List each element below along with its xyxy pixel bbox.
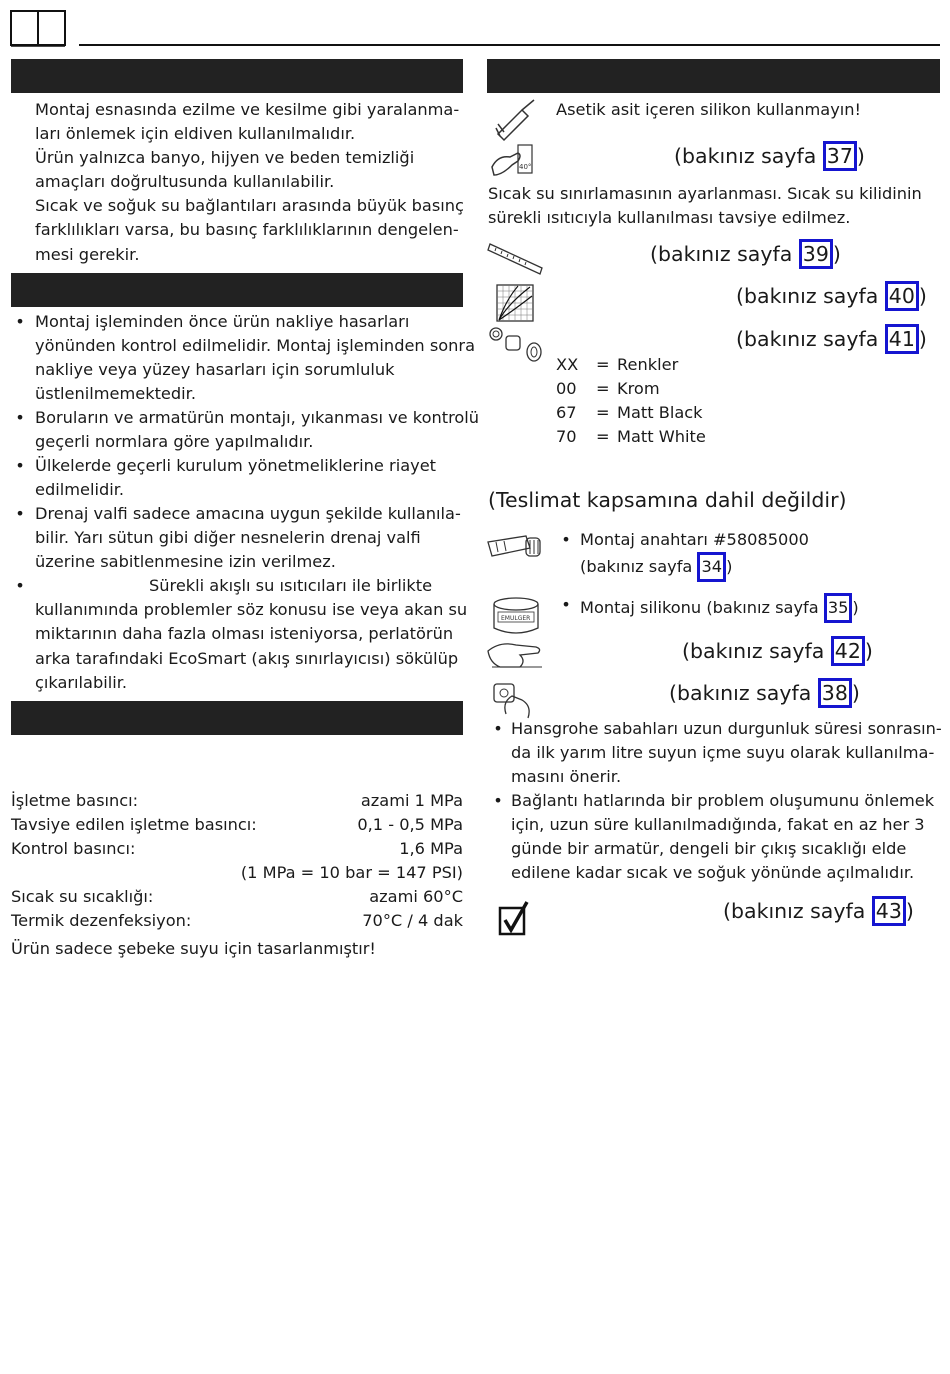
page-ref-prefix: (bakınız sayfa	[669, 681, 818, 705]
text-line: edilene kadar sıcak ve soğuk yönünde açılmalıdır.	[511, 863, 915, 882]
page-ref-suffix: )	[918, 327, 927, 351]
tech-value: azami 1 MPa	[360, 791, 463, 810]
text-line: Sıcak ve soğuk su bağlantıları arasında büyük basınç	[35, 196, 464, 215]
page-ref-prefix: (bakınız sayfa	[736, 284, 885, 308]
text-line: ları önlemek için eldiven kullanılmalıdır.	[35, 124, 356, 143]
silicone-can-icon	[490, 596, 542, 636]
page-ref-suffix: )	[905, 899, 914, 923]
text-line: Hansgrohe sabahları uzun durgunluk süresi sonrasın-	[511, 719, 942, 738]
page-ref-prefix: (bakınız sayfa	[580, 557, 698, 576]
text-line: üstlenilmemektedir.	[35, 384, 196, 403]
page-ref	[580, 593, 859, 623]
color-name: Krom	[617, 379, 660, 398]
bullet: •	[561, 595, 571, 614]
text-line: nakliye veya yüzey hasarları için sorumluluk	[35, 360, 395, 379]
text-line: sürekli ısıtıcıyla kullanılması tavsiye edilmez.	[488, 208, 851, 227]
page-ref-prefix: (bakınız sayfa	[723, 899, 872, 923]
page-ref-suffix: )	[726, 557, 733, 576]
color-code: 70	[556, 427, 577, 446]
page-ref	[650, 239, 841, 269]
text-line: edilmelidir.	[35, 480, 125, 499]
page-link-40[interactable]: 40	[885, 281, 919, 311]
page-link-42[interactable]: 42	[831, 636, 865, 666]
tech-label: Termik dezenfeksiyon:	[11, 911, 192, 930]
page-ref	[669, 678, 860, 708]
tech-label: İşletme basıncı:	[11, 791, 139, 810]
page-ref-suffix: )	[852, 598, 859, 617]
text-line: geçerli normlara göre yapılmalıdır.	[35, 432, 314, 451]
text-line: amaçları doğrultusunda kullanılabilir.	[35, 172, 335, 191]
text-line: için, uzun süre kullanılmadığında, fakat en az her 3	[511, 815, 925, 834]
text-line: Bağlantı hatlarında bir problem oluşumunu önlemek	[511, 791, 935, 810]
page-ref-prefix: (bakınız sayfa	[650, 242, 799, 266]
checkbox-checkmark-icon	[498, 900, 530, 936]
text-line: Sürekli akışlı su ısıtıcıları ile birlikte	[149, 576, 433, 595]
bullet: •	[493, 791, 503, 810]
can-label: EMULGER	[501, 615, 531, 622]
tech-value: 0,1 - 0,5 MPa	[357, 815, 463, 834]
text-line: mesi gerekir.	[35, 245, 140, 264]
text-line: Montaj esnasında ezilme ve kesilme gibi yaralanma-	[35, 100, 460, 119]
color-name: Renkler	[617, 355, 679, 374]
text-line: masını önerir.	[511, 767, 622, 786]
text-line: farklılıkları varsa, bu basınç farklılıklarının dengelen-	[35, 220, 459, 239]
text-line: Sıcak su sınırlamasının ayarlanması. Sıcak su kilidinin	[488, 184, 922, 203]
usage-note: Ürün sadece şebeke suyu için tasarlanmıştır!	[11, 939, 376, 958]
flow-diagram-icon	[496, 284, 534, 322]
text-line: üzerine sabitlenmesine izin verilmez.	[35, 552, 336, 571]
color-eq: =	[596, 379, 610, 398]
section-bar-montage	[11, 273, 463, 307]
text-line: Ürün yalnızca banyo, hijyen ve beden temizliği	[35, 148, 415, 167]
bullet: •	[15, 576, 25, 595]
color-code: 00	[556, 379, 577, 398]
tech-value: azami 60°C	[369, 887, 463, 906]
page-ref-prefix: (bakınız sayfa	[682, 639, 831, 663]
text-line: Boruların ve armatürün montajı, yıkanması ve kontrolü	[35, 408, 480, 427]
section-bar-right	[487, 59, 940, 93]
page-link-34[interactable]: 34	[697, 552, 726, 582]
bullet: •	[15, 456, 25, 475]
tech-value: 1,6 MPa	[399, 839, 463, 858]
tech-value: 70°C / 4 dak	[362, 911, 463, 930]
page-ref	[736, 324, 927, 354]
hand-temperature-icon	[488, 141, 538, 183]
bullet: •	[15, 408, 25, 427]
text-line: çıkarılabilir.	[35, 673, 128, 692]
page-ref-suffix: )	[851, 681, 860, 705]
page-ref-prefix: Montaj silikonu (bakınız sayfa	[580, 598, 824, 617]
page-ref	[674, 141, 865, 171]
hand-cartridge-icon	[492, 680, 538, 720]
color-code: 67	[556, 403, 577, 422]
not-included-heading: (Teslimat kapsamına dahil değildir)	[488, 488, 847, 512]
tech-label: Kontrol basıncı:	[11, 839, 136, 858]
page-link-38[interactable]: 38	[818, 678, 852, 708]
color-name: Matt Black	[617, 403, 703, 422]
page-link-37[interactable]: 37	[823, 141, 857, 171]
color-eq: =	[596, 427, 610, 446]
silicone-gun-icon	[492, 98, 538, 140]
section-bar-safety	[11, 59, 463, 93]
wrench-tool-icon	[486, 528, 546, 568]
bullet: •	[15, 312, 25, 331]
text-line: arka tarafındaki EcoSmart (akış sınırlayıcısı) sökülüp	[35, 649, 459, 668]
wrench-item: Montaj anahtarı #58085000	[580, 530, 809, 549]
page-ref	[736, 281, 927, 311]
page-ref	[580, 552, 732, 582]
page-ref	[723, 896, 914, 926]
page-ref-suffix: )	[856, 144, 865, 168]
header-rule	[79, 44, 940, 46]
page-ref-prefix: (bakınız sayfa	[736, 327, 885, 351]
tech-value: (1 MPa = 10 bar = 147 PSI)	[240, 863, 463, 882]
page-link-35[interactable]: 35	[824, 593, 853, 623]
page-ref	[682, 636, 873, 666]
spare-parts-icon	[488, 326, 544, 364]
text-line: günde bir armatür, dengeli bir çıkış sıcaklığı elde	[511, 839, 907, 858]
cleaning-hand-icon	[486, 637, 544, 673]
svg-text:40°: 40°	[519, 163, 532, 171]
color-code: XX	[556, 355, 579, 374]
text-line: Drenaj valfi sadece amacına uygun şekilde kullanıla-	[35, 504, 461, 523]
color-eq: =	[596, 403, 610, 422]
page-ref-suffix: )	[864, 639, 873, 663]
manual-book-icon	[10, 10, 68, 54]
text-line: Montaj işleminden önce ürün nakliye hasarları	[35, 312, 410, 331]
text-line: miktarının daha fazla olması isteniyorsa, perlatörün	[35, 624, 454, 643]
text-line: da ilk yarım litre suyun içme suyu olarak kullanılma-	[511, 743, 935, 762]
bullet: •	[15, 504, 25, 523]
text-line: kullanımında problemler söz konusu ise veya akan su	[35, 600, 468, 619]
page-link-41[interactable]: 41	[885, 324, 919, 354]
text-line: bilir. Yarı sütun gibi diğer nesnelerin drenaj valfi	[35, 528, 421, 547]
tech-label: Sıcak su sıcaklığı:	[11, 887, 154, 906]
tech-label: Tavsiye edilen işletme basıncı:	[11, 815, 257, 834]
section-bar-technical	[11, 701, 463, 735]
page-link-39[interactable]: 39	[799, 239, 833, 269]
ruler-icon	[488, 240, 544, 278]
page-ref-suffix: )	[832, 242, 841, 266]
color-name: Matt White	[617, 427, 706, 446]
page-link-43[interactable]: 43	[872, 896, 906, 926]
text-line: yönünden kontrol edilmelidir. Montaj işleminden sonra	[35, 336, 476, 355]
text-line: Ülkelerde geçerli kurulum yönetmeliklerine riayet	[35, 456, 436, 475]
bullet: •	[561, 530, 571, 549]
color-eq: =	[596, 355, 610, 374]
bullet: •	[493, 719, 503, 738]
page-ref-suffix: )	[918, 284, 927, 308]
page-ref-prefix: (bakınız sayfa	[674, 144, 823, 168]
silicone-warning: Asetik asit içeren silikon kullanmayın!	[556, 100, 862, 119]
